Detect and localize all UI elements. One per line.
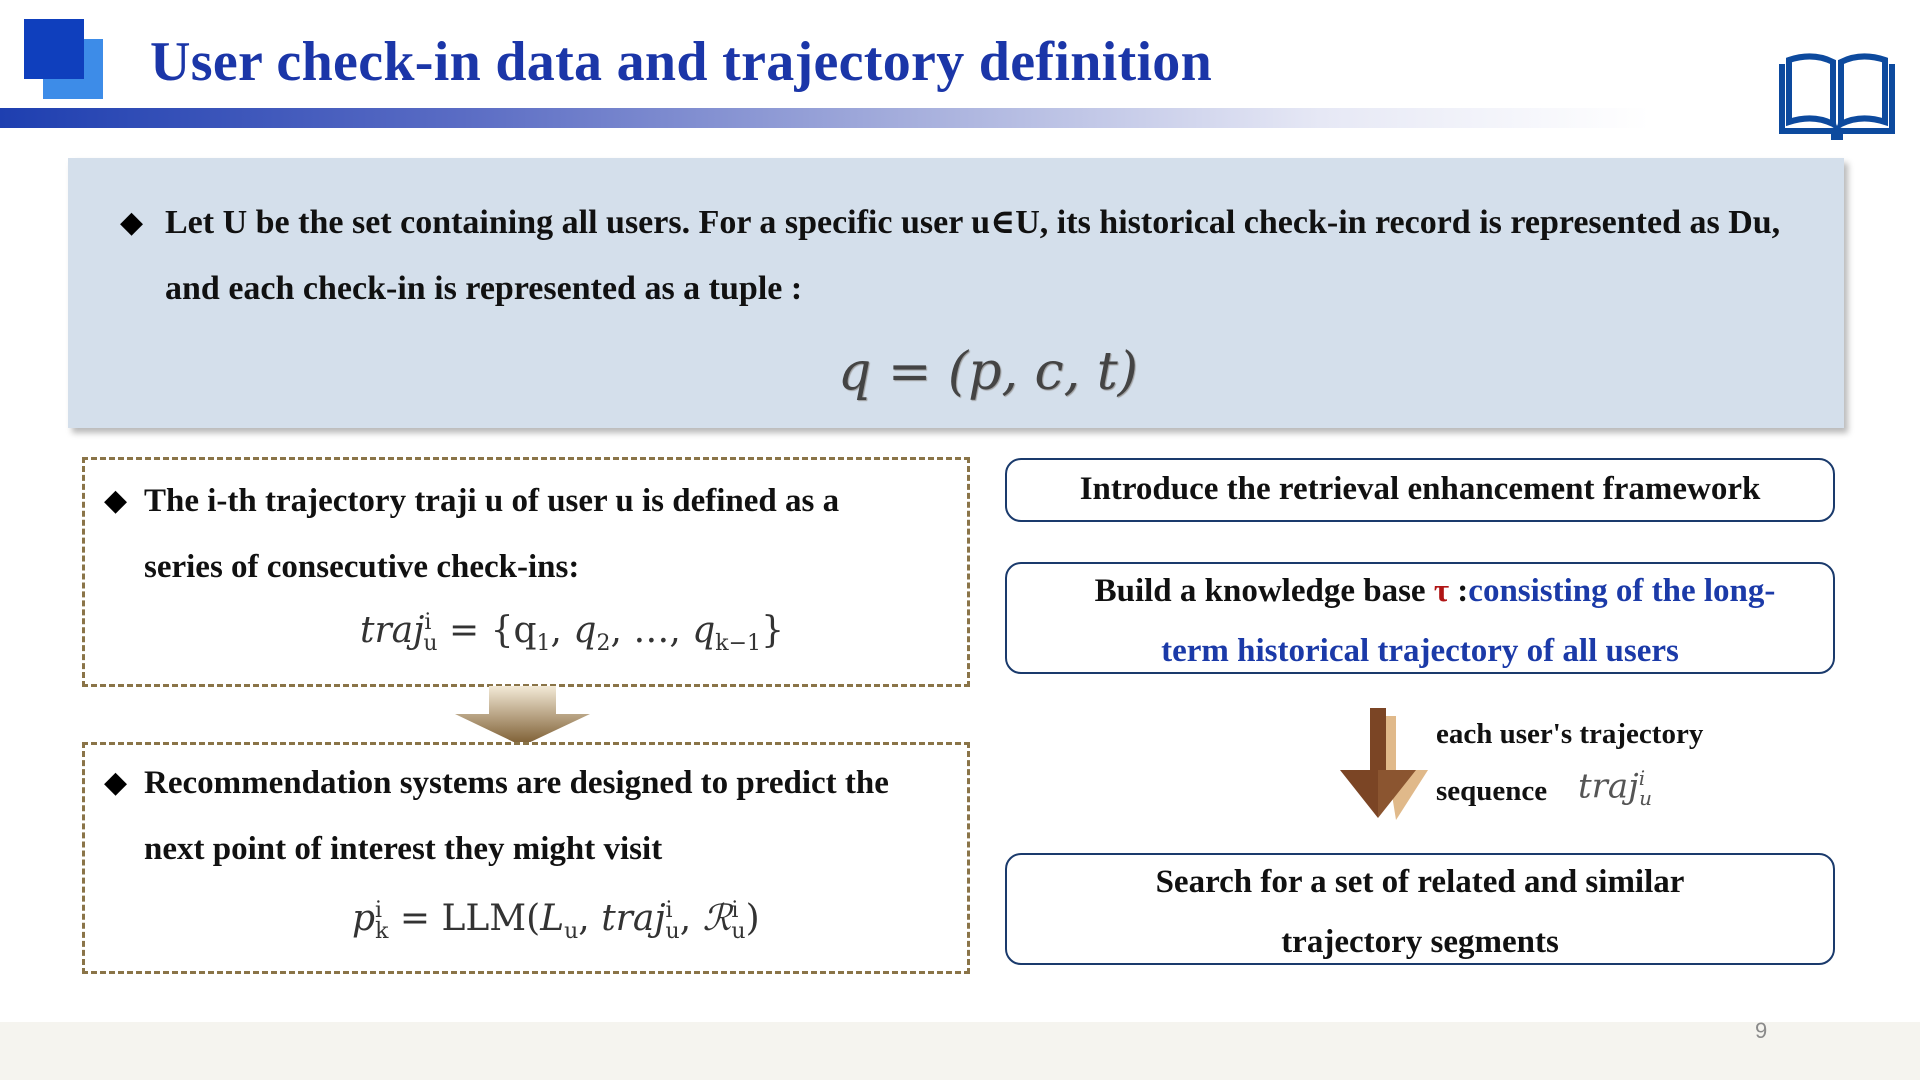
check-in-tuple-formula: q = (p, c, t) <box>838 342 1138 402</box>
prediction-formula: $p^i_k = LLM(L_u$, traj$^i_u$, ℛ$^i_u$) <box>352 898 760 945</box>
arrow-label-line1: each user's trajectory <box>1436 718 1704 750</box>
trajectory-definition-line2: series of consecutive check-ins: <box>144 549 580 585</box>
retrieval-framework-box: Introduce the retrieval enhancement framework <box>1005 458 1835 522</box>
open-book-icon <box>1773 50 1901 144</box>
logo-square-dark <box>24 19 84 79</box>
arrow-label <box>1436 706 1703 820</box>
similar-trajectory-search-box <box>1005 853 1835 965</box>
recommendation-line1: Recommendation systems are designed to predict the <box>144 765 889 801</box>
trajectory-definition-line1: The i-th trajectory traji u of user u is defined as a <box>144 483 840 519</box>
users-definition-sentence: Let U be the set containing all users. For a specific user u∈U, its historical check-in record is represented as Du, and each check-in is represented as a tuple : <box>165 204 1781 307</box>
knowledge-base-line1: Build a knowledge base τ :consisting of the long- <box>1094 573 1776 609</box>
search-line1: Search for a set of related and similar <box>1155 864 1685 900</box>
diamond-bullet-icon: ◆ <box>120 206 144 239</box>
traj-symbol: traj <box>360 610 425 651</box>
knowledge-base-line2: term historical trajectory of all users <box>1161 633 1679 669</box>
brown-down-arrow-icon <box>1338 708 1430 826</box>
down-arrow-icon <box>455 686 590 746</box>
tau-symbol: τ <box>1433 573 1450 609</box>
recommendation-text <box>104 750 889 882</box>
title-underline-gradient <box>0 108 1650 128</box>
trajectory-symbol: traj$^i_u$ <box>1578 766 1653 811</box>
diamond-bullet-icon: ◆ <box>104 766 128 799</box>
knowledge-base-box <box>1005 562 1835 674</box>
footer-bar <box>0 1022 1920 1080</box>
trajectory-definition-text <box>104 468 839 600</box>
diamond-bullet-icon: ◆ <box>104 484 128 517</box>
trajectory-formula: traj$^i_u$ = {$q_1$, $q_2$, …, $q_{k-1}$} <box>360 610 784 657</box>
users-definition-text <box>120 190 1820 322</box>
search-line2: trajectory segments <box>1281 924 1559 960</box>
recommendation-line2: next point of interest they might visit <box>144 831 663 867</box>
page-number: 9 <box>1755 1018 1768 1043</box>
arrow-label-line2: sequence <box>1436 775 1548 807</box>
page-title: User check-in data and trajectory definition <box>150 31 1213 93</box>
